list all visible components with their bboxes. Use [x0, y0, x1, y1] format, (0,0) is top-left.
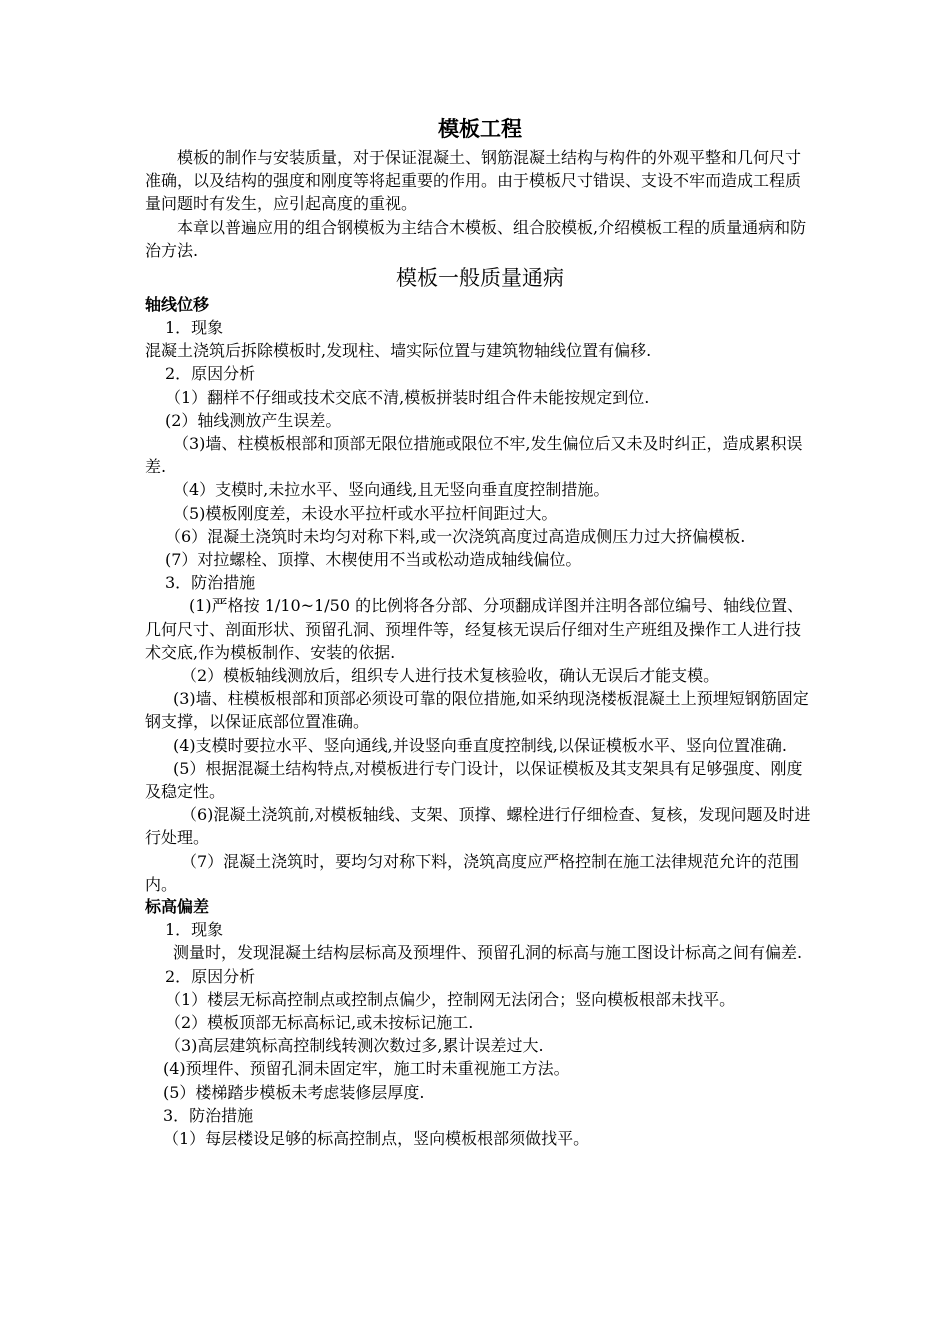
cause-item: （3)墙、柱模板根部和顶部无限位措施或限位不牢,发生偏位后又未及时纠正，造成累积误差.	[145, 434, 803, 477]
measure-item: (4)支模时要拉水平、竖向通线,并设竖向垂直度控制线,以保证模板水平、竖向位置准确.	[173, 735, 787, 755]
cause-item: （4）支模时,未拉水平、竖向通线,且无竖向垂直度控制措施。	[173, 480, 610, 500]
cause-item: (4)预埋件、预留孔洞未固定牢，施工时未重视施工方法。	[163, 1059, 570, 1079]
measure-item: (3)墙、柱模板根部和顶部必须设可靠的限位措施,如采纳现浇楼板混凝土上预埋短钢筋固定钢支撑，以保证底部位置准确。	[145, 689, 809, 732]
measure-item: (1)严格按 1/10~1/50 的比例将各分部、分项翻成详图并注明各部位编号、轴线位置、几何尺寸、剖面形状、预留孔洞、预埋件等，经复核无误后仔细对生产班组及操作工人进行技术交底,作为模板制作、安装的依据.	[145, 596, 804, 662]
measure-label: 3．防治措施	[165, 573, 256, 593]
cause-item: （1）翻样不仔细或技术交底不清,模板拼装时组合件未能按规定到位.	[165, 387, 650, 407]
cause-item: (7）对拉螺栓、顶撑、木楔使用不当或松动造成轴线偏位。	[165, 550, 582, 570]
phenomenon-label: 1．现象	[165, 920, 224, 940]
document-page	[145, 112, 815, 1150]
document-title: 模板工程	[438, 117, 522, 141]
cause-item: (5）楼梯踏步模板未考虑装修层厚度.	[163, 1082, 425, 1102]
measure-label: 3．防治措施	[163, 1105, 254, 1125]
phenomenon-label: 1．现象	[165, 318, 224, 338]
section-heading-elevation-deviation: 标高偏差	[145, 897, 210, 917]
cause-item: （6）混凝土浇筑时未均匀对称下料,或一次浇筑高度过高造成侧压力过大挤偏模板.	[165, 526, 746, 546]
phenomenon-text: 混凝土浇筑后拆除模板时,发现柱、墙实际位置与建筑物轴线位置有偏移.	[145, 341, 652, 361]
cause-label: 2．原因分析	[165, 364, 256, 384]
cause-item: (2）轴线测放产生误差。	[165, 410, 342, 430]
cause-item: （2）模板顶部无标高标记,或未按标记施工.	[165, 1012, 474, 1032]
measure-item: （2）模板轴线测放后，组织专人进行技术复核验收，确认无误后才能支模。	[181, 666, 720, 686]
cause-item: （3)高层建筑标高控制线转测次数过多,累计误差过大.	[165, 1036, 544, 1056]
intro-paragraph-2: 本章以普遍应用的组合钢模板为主结合木模板、组合胶模板,介绍模板工程的质量通病和防治方法.	[145, 217, 807, 260]
section-subtitle: 模板一般质量通病	[396, 266, 564, 291]
measure-item: （6)混凝土浇筑前,对模板轴线、支架、顶撑、螺栓进行仔细检查、复核，发现问题及时进行处理。	[145, 805, 811, 848]
measure-item: （7）混凝土浇筑时，要均匀对称下料，浇筑高度应严格控制在施工法律规范允许的范围内。	[145, 851, 800, 894]
cause-item: （5)模板刚度差，未设水平拉杆或水平拉杆间距过大。	[173, 503, 558, 523]
intro-paragraph-1: 模板的制作与安装质量，对于保证混凝土、钢筋混凝土结构与构件的外观平整和几何尺寸准确，以及结构的强度和刚度等将起重要的作用。由于模板尺寸错误、支设不牢而造成工程质量问题时有发生，应引起高度的重视。	[145, 148, 802, 214]
phenomenon-text: 测量时，发现混凝土结构层标高及预埋件、预留孔洞的标高与施工图设计标高之间有偏差.	[173, 943, 803, 963]
measure-item: （1）每层楼设足够的标高控制点，竖向模板根部须做找平。	[163, 1128, 590, 1148]
cause-label: 2．原因分析	[165, 966, 256, 986]
cause-item: （1）楼层无标高控制点或控制点偏少，控制网无法闭合；竖向模板根部未找平。	[165, 989, 736, 1009]
section-heading-axis-shift: 轴线位移	[145, 295, 210, 315]
measure-item: (5）根据混凝土结构特点,对模板进行专门设计，以保证模板及其支架具有足够强度、刚度及稳定性。	[145, 758, 803, 802]
